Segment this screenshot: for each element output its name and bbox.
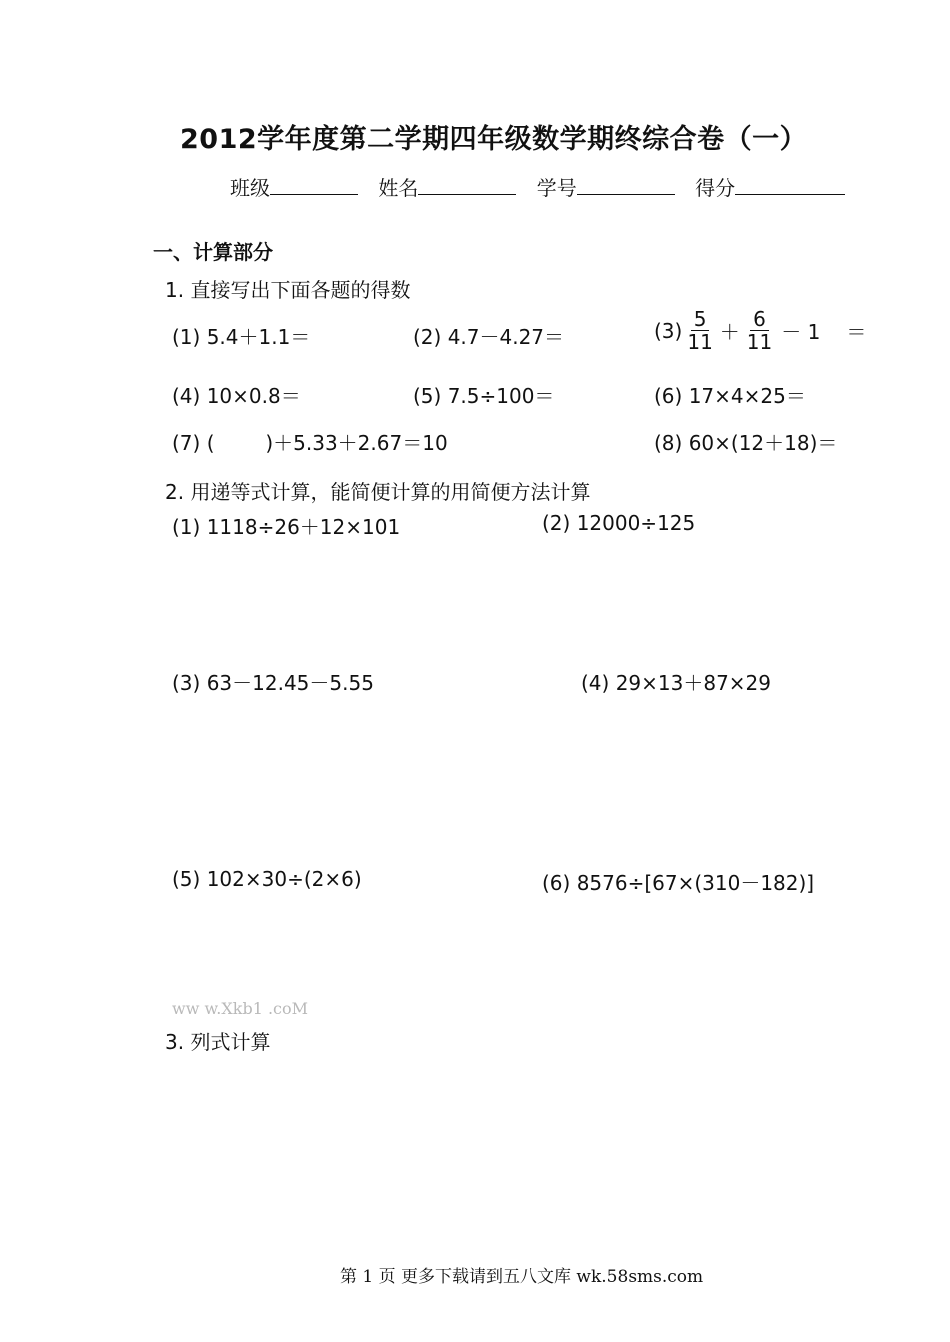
q2-problem-6: (6) 8576÷[67×(310－182)] [542,871,815,895]
q2-problem-4: (4) 29×13＋87×29 [581,671,771,695]
student-number-blank[interactable] [577,174,675,195]
plus-sign: ＋ [719,320,740,344]
q2-problem-2: (2) 12000÷125 [542,511,696,535]
q1-problem-3 [654,308,866,353]
question-3-label: 3. 列式计算 [165,1030,271,1054]
class-blank[interactable] [270,174,358,195]
name-blank[interactable] [418,174,516,195]
page-title: 2012学年度第二学期四年级数学期终综合卷（一） [180,124,808,155]
q1-problem-3-equals: ＝ [846,320,867,344]
fraction-numerator: 5 [691,308,710,331]
fraction-6-11 [744,308,775,353]
q2-problem-5: (5) 102×30÷(2×6) [172,867,362,891]
section-heading-calculation: 一、计算部分 [153,240,273,264]
q1-problem-6: (6) 17×4×25＝ [654,384,806,408]
student-number-label: 学号 [536,176,577,200]
class-label: 班级 [230,176,270,200]
name-label: 姓名 [378,176,419,200]
q2-problem-3: (3) 63－12.45－5.55 [172,671,374,695]
q1-problem-7: (7) ( )＋5.33＋2.67＝10 [172,431,448,455]
q1-problem-3-tail: － 1 [781,320,821,344]
fraction-5-11 [684,308,715,353]
q1-problem-3-prefix: (3) [654,318,683,343]
q1-problem-8: (8) 60×(12＋18)＝ [654,431,838,455]
q1-problem-5: (5) 7.5÷100＝ [413,384,555,408]
fraction-denominator: 11 [746,330,773,354]
question-1-label: 1. 直接写出下面各题的得数 [165,278,411,302]
q2-problem-1: (1) 1118÷26＋12×101 [172,515,401,539]
q1-problem-1: (1) 5.4＋1.1＝ [172,325,311,349]
question-2-label: 2. 用递等式计算，能简便计算的用简便方法计算 [165,480,591,504]
score-blank[interactable] [735,174,845,195]
score-label: 得分 [695,176,736,200]
q1-problem-2: (2) 4.7－4.27＝ [413,325,565,349]
fraction-denominator: 11 [687,330,713,354]
page-footer: 第 1 页 更多下载请到五八文库 wk.58sms.com [340,1267,704,1287]
q1-problem-4: (4) 10×0.8＝ [172,384,301,408]
fraction-numerator: 6 [750,308,769,331]
watermark: ww w.Xkb1 .coM [172,999,309,1018]
student-info-row [230,172,845,201]
